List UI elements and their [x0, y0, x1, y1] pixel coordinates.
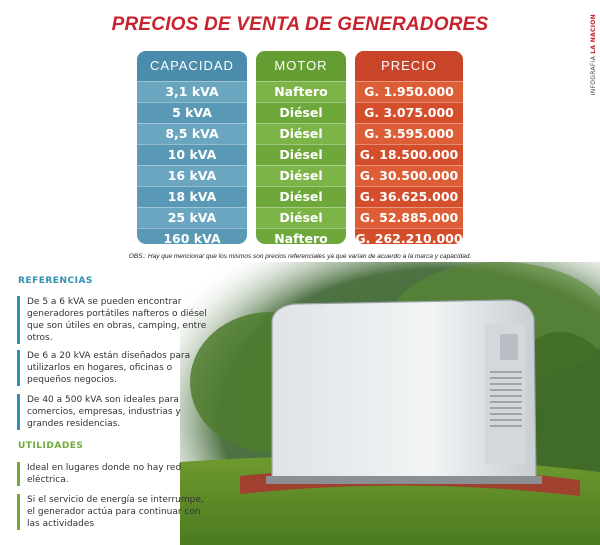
motor-cell: Diésel	[256, 165, 346, 186]
utilidades-heading: UTILIDADES	[18, 441, 84, 451]
capacidad-column	[137, 51, 247, 244]
credit-text: INFOGRAFÍA	[590, 55, 597, 96]
page-title: PRECIOS DE VENTA DE GENERADORES	[111, 14, 489, 35]
referencias-heading: REFERENCIAS	[18, 276, 93, 286]
capacidad-cell: 8,5 kVA	[137, 123, 247, 144]
precio-header: PRECIO	[355, 51, 463, 81]
capacidad-cell: 160 kVA	[137, 228, 247, 244]
capacidad-cell: 10 kVA	[137, 144, 247, 165]
generator-photo	[180, 262, 600, 545]
precio-cell: G. 3.075.000	[355, 102, 463, 123]
precio-cell: G. 3.595.000	[355, 123, 463, 144]
precio-cell: G. 52.885.000	[355, 207, 463, 228]
utilidad-item: Si el servicio de energía se interrumpe, el generador actúa para continuar con las actividades	[17, 494, 207, 530]
capacidad-rows	[137, 81, 247, 244]
motor-cell: Naftero	[256, 228, 346, 244]
capacidad-header: CAPACIDAD	[137, 51, 247, 81]
capacidad-cell: 5 kVA	[137, 102, 247, 123]
precio-cell: G. 36.625.000	[355, 186, 463, 207]
referencia-item: De 5 a 6 kVA se pueden encontrar generadores portátiles nafteros o diésel que son útiles en obras, camping, entre otros.	[17, 296, 207, 344]
precio-cell: G. 30.500.000	[355, 165, 463, 186]
table-note: OBS.: Hay que mencionar que los mismos son precios referenciales ya que varían de acuerdo a la marca y capacidad.	[128, 253, 472, 260]
capacidad-cell: 25 kVA	[137, 207, 247, 228]
capacidad-cell: 16 kVA	[137, 165, 247, 186]
motor-cell: Naftero	[256, 81, 346, 102]
motor-cell: Diésel	[256, 123, 346, 144]
capacidad-cell: 18 kVA	[137, 186, 247, 207]
motor-column	[256, 51, 346, 244]
brand-logo: LA NACIÓN	[590, 14, 597, 54]
referencia-item: De 40 a 500 kVA son ideales para comercios, empresas, industrias y grandes residencias.	[17, 394, 207, 430]
referencia-item: De 6 a 20 kVA están diseñados para utilizarlos en hogares, oficinas o pequeños negocios.	[17, 350, 207, 386]
precio-cell: G. 262.210.000	[355, 228, 463, 244]
credit-label	[590, 14, 597, 95]
motor-cell: Diésel	[256, 207, 346, 228]
motor-header: MOTOR	[256, 51, 346, 81]
utilidad-item: Ideal en lugares donde no hay red eléctrica.	[17, 462, 207, 486]
precio-cell: G. 18.500.000	[355, 144, 463, 165]
precio-cell: G. 1.950.000	[355, 81, 463, 102]
precio-column	[355, 51, 463, 244]
motor-cell: Diésel	[256, 186, 346, 207]
motor-rows	[256, 81, 346, 244]
motor-cell: Diésel	[256, 144, 346, 165]
capacidad-cell: 3,1 kVA	[137, 81, 247, 102]
precio-rows	[355, 81, 463, 244]
motor-cell: Diésel	[256, 102, 346, 123]
